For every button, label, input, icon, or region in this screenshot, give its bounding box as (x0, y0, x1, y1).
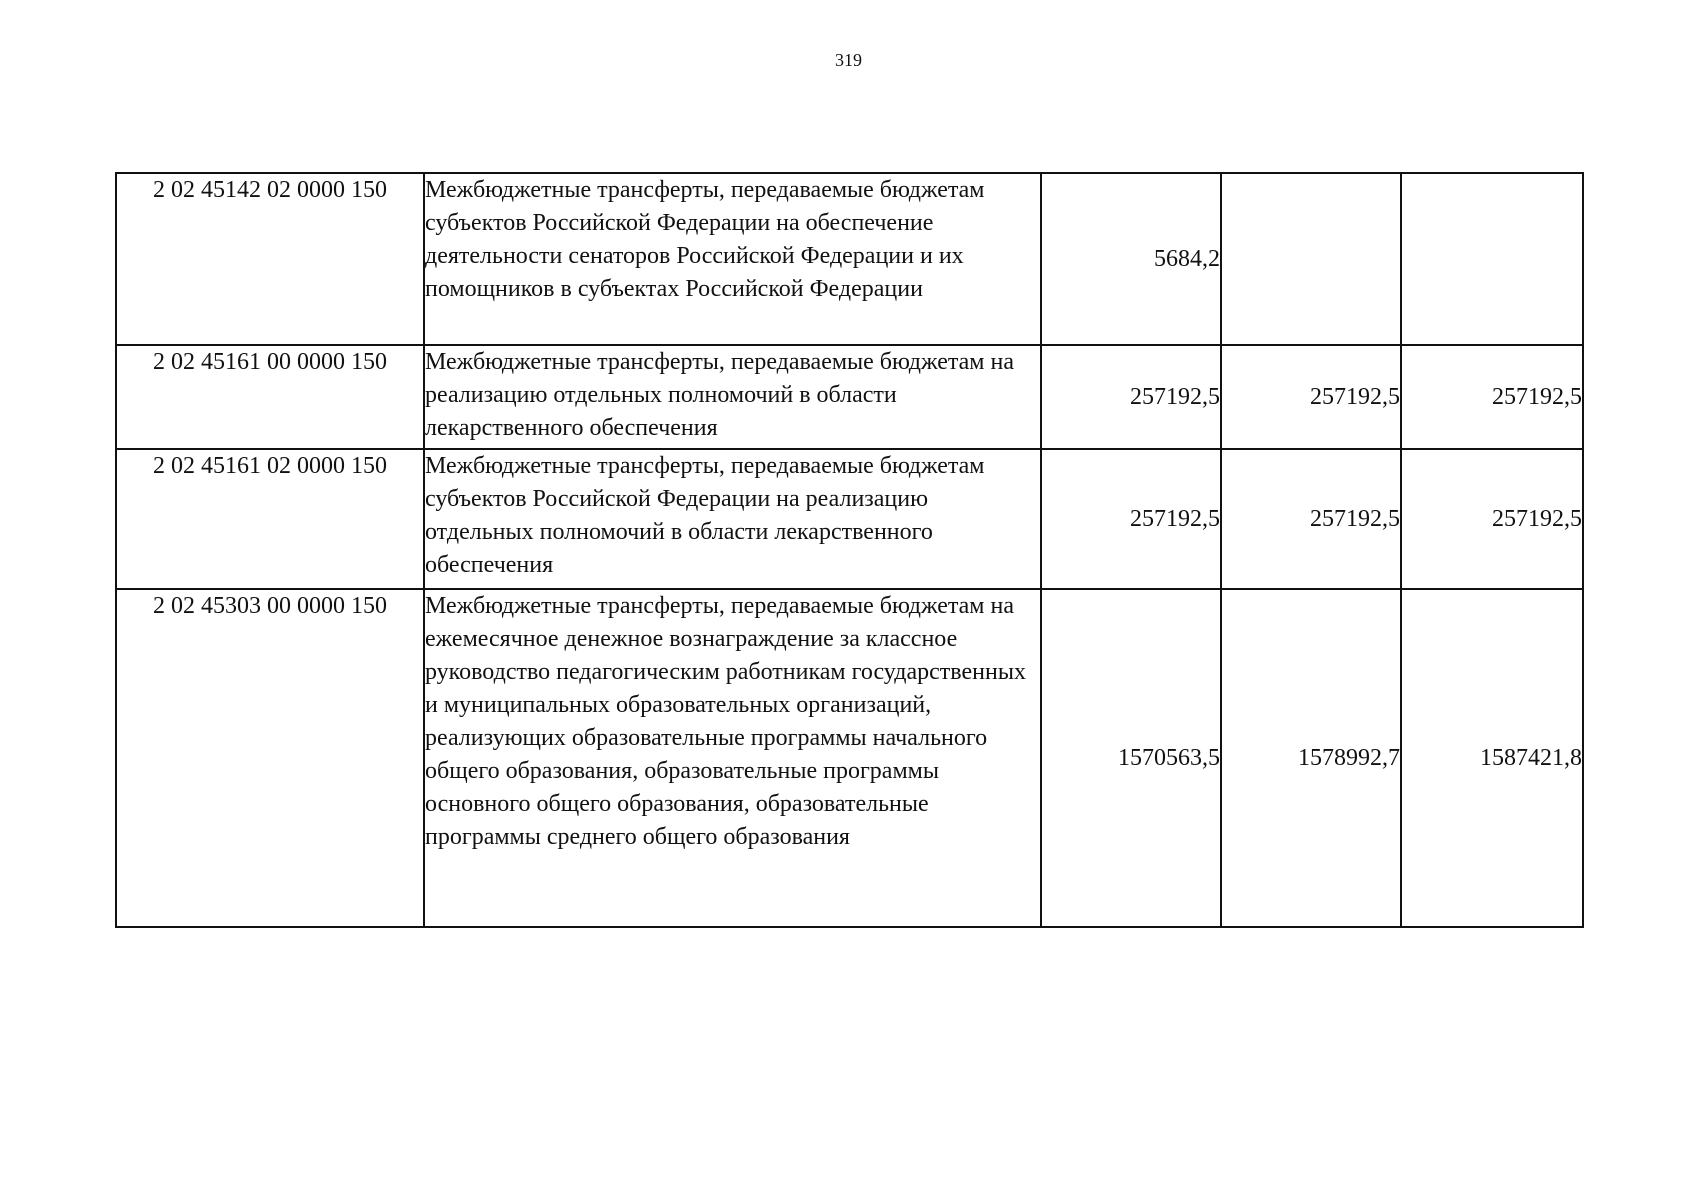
amount-cell-year3: 257192,5 (1401, 345, 1583, 449)
page-number: 319 (835, 50, 862, 70)
amount-cell-year3: 257192,5 (1401, 449, 1583, 589)
description-cell: Межбюджетные трансферты, передаваемые бюджетам на ежемесячное денежное вознаграждение за классное руководство педагогическим работникам государственных и муниципальных образовательных организаций, реализующих образовательные программы начального общего образования, образовательные программы основного общего образования, образовательные программы среднего общего образования (424, 589, 1041, 927)
table-row (116, 345, 1583, 449)
amount-cell-year2: 257192,5 (1221, 345, 1401, 449)
amount-cell-year2 (1221, 173, 1401, 345)
amount-cell-year2: 257192,5 (1221, 449, 1401, 589)
description-cell: Межбюджетные трансферты, передаваемые бюджетам на реализацию отдельных полномочий в области лекарственного обеспечения (424, 345, 1041, 449)
budget-code-cell: 2 02 45161 00 0000 150 (116, 345, 424, 449)
amount-cell-year1: 257192,5 (1041, 345, 1221, 449)
budget-code-cell: 2 02 45142 02 0000 150 (116, 173, 424, 345)
description-cell: Межбюджетные трансферты, передаваемые бюджетам субъектов Российской Федерации на обеспечение деятельности сенаторов Российской Федерации и их помощников в субъектах Российской Федерации (424, 173, 1041, 345)
description-cell: Межбюджетные трансферты, передаваемые бюджетам субъектов Российской Федерации на реализацию отдельных полномочий в области лекарственного обеспечения (424, 449, 1041, 589)
amount-cell-year1: 1570563,5 (1041, 589, 1221, 927)
budget-table (115, 172, 1584, 928)
amount-cell-year3: 1587421,8 (1401, 589, 1583, 927)
table-row (116, 589, 1583, 927)
amount-cell-year2: 1578992,7 (1221, 589, 1401, 927)
budget-code-cell: 2 02 45161 02 0000 150 (116, 449, 424, 589)
amount-cell-year1: 5684,2 (1041, 173, 1221, 345)
budget-code-cell: 2 02 45303 00 0000 150 (116, 589, 424, 927)
table-row (116, 173, 1583, 345)
amount-cell-year3 (1401, 173, 1583, 345)
table-row (116, 449, 1583, 589)
amount-cell-year1: 257192,5 (1041, 449, 1221, 589)
